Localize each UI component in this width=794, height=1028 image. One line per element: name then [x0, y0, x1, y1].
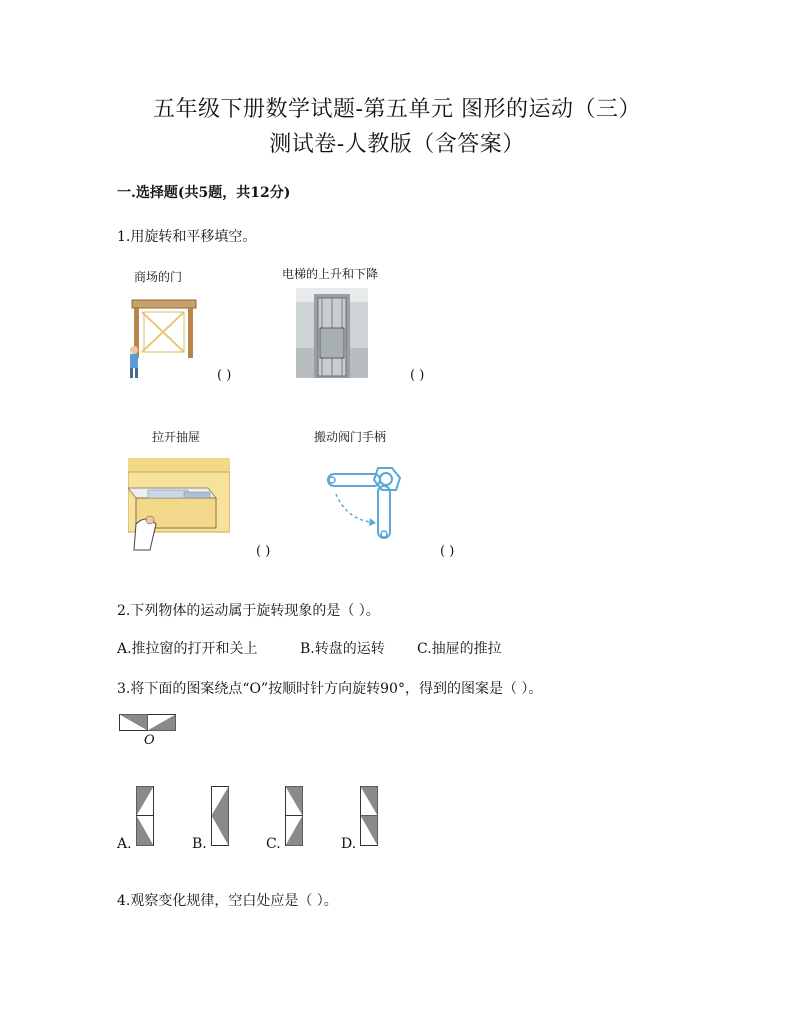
question-4-text: 4.观察变化规律，空白处应是（ ）。: [117, 893, 338, 909]
q3-option-b-figure[interactable]: [211, 786, 229, 846]
q3-option-d-label[interactable]: D.: [341, 836, 357, 852]
q1-blank-drawer[interactable]: ( ): [256, 544, 271, 559]
q1-blank-mall-door[interactable]: ( ): [217, 368, 232, 383]
q2-option-c[interactable]: C.抽屉的推拉: [417, 641, 502, 657]
valve-handle-illustration: [320, 462, 404, 546]
page-title-line-1: 五年级下册数学试题-第五单元 图形的运动（三）: [153, 97, 641, 122]
q3-option-b-label[interactable]: B.: [192, 836, 207, 852]
q1-caption-valve-handle: 搬动阀门手柄: [314, 430, 387, 444]
q3-pattern-figure: [119, 714, 177, 731]
q3-point-o-label: O: [144, 733, 155, 748]
q1-caption-drawer: 拉开抽屉: [152, 430, 201, 444]
question-1-text: 1.用旋转和平移填空。: [117, 229, 257, 245]
page-title-line-2: 测试卷-人教版（含答案）: [269, 132, 525, 157]
question-3-text: 3.将下面的图案绕点“O”按顺时针方向旋转90°，得到的图案是（ ）。: [117, 681, 543, 697]
q2-option-a[interactable]: A.推拉窗的打开和关上: [117, 641, 258, 657]
q3-option-a-label[interactable]: A.: [117, 836, 132, 852]
q3-option-c-label[interactable]: C.: [266, 836, 281, 852]
q3-option-d-figure[interactable]: [360, 786, 378, 846]
q1-caption-mall-door: 商场的门: [134, 270, 183, 284]
elevator-photo: [296, 288, 368, 378]
q1-blank-elevator[interactable]: ( ): [410, 368, 425, 383]
question-2-text: 2.下列物体的运动属于旋转现象的是（ ）。: [117, 603, 380, 619]
mall-door-illustration: [120, 290, 200, 382]
q1-caption-elevator: 电梯的上升和下降: [282, 267, 379, 281]
section-heading: 一.选择题(共5题，共12分): [117, 185, 291, 201]
q3-option-a-figure[interactable]: [136, 786, 154, 846]
drawer-illustration: [128, 458, 230, 554]
q2-option-b[interactable]: B.转盘的运转: [300, 641, 385, 657]
q3-option-c-figure[interactable]: [285, 786, 303, 846]
q1-blank-valve-handle[interactable]: ( ): [440, 544, 455, 559]
